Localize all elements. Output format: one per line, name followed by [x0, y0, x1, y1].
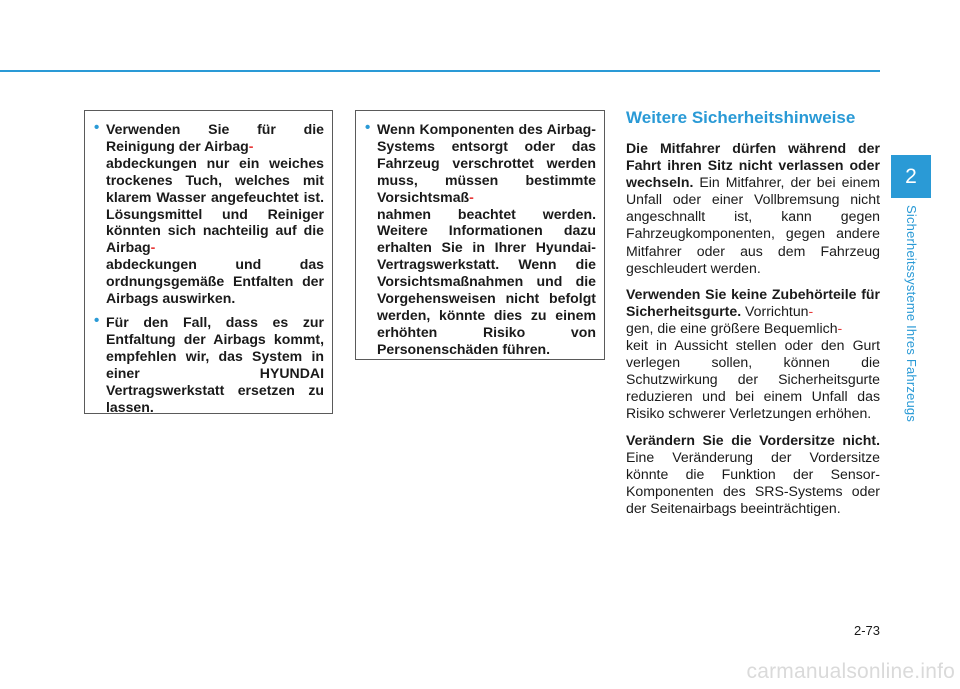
list-item: • Verwenden Sie für die Reinigung der Airbag- abdeckungen nur ein weiches trockenes Tuch, welches mit klarem Wasser angefeuchtet ist. Lösungsmittel und Reiniger könnten sich nachteilig auf die Airbag- abdeckungen und das ordnungsgemäße Entfalten der Airbags auswirken. [94, 119, 324, 307]
safety-notes-section [626, 108, 880, 526]
airbag-cleaning-note-box [84, 110, 333, 414]
chapter-number-tab: 2 [891, 155, 931, 198]
list-item: • Für den Fall, dass es zur Entfaltung der Airbags kommt, empfehlen wir, das System in einer HYUNDAI Vertragswerkstatt ersetzen zu lassen. [94, 311, 324, 415]
chapter-title: Sicherheitssysteme Ihres Fahrzeugs [904, 205, 919, 423]
section-heading: Weitere Sicherheitshinweise [626, 108, 856, 127]
bullet-icon: • [365, 119, 371, 136]
paragraph-passengers: Die Mitfahrer dürfen während der Fahrt ihren Sitz nicht verlassen oder wechseln. Ein Mitfahrer, der bei einem Unfall oder einer Vollbremsung nicht angeschnallt ist, kann gegen Fahrzeugkomponenten, gegen andere Mitfahrer oder aus dem Fahrzeug geschleudert werden. [626, 140, 880, 276]
paragraph-accessories: Verwenden Sie keine Zubehörteile für Sicherheitsgurte. Vorrichtun- gen, die eine größere Bequemlich- keit in Aussicht stellen oder den Gurt verlegen sollen, können die Schutzwirkung der Sicherheitsgurte reduzieren und bei einem Unfall das Risiko schwerer Verletzungen erhöhen. [626, 285, 880, 422]
note-list [365, 121, 596, 358]
paragraph-front-seats: Verändern Sie die Vordersitze nicht. Eine Veränderung der Vordersitze könnte die Funktion der Sensor-Komponenten des SRS-Systems oder der Seitenairbags beeinträchtigen. [626, 431, 880, 516]
note-list [94, 121, 324, 415]
page-number: 2-73 [853, 623, 880, 638]
bullet-icon: • [94, 119, 100, 136]
bullet-icon: • [94, 311, 100, 329]
list-item: • Wenn Komponenten des Airbag-Systems entsorgt oder das Fahrzeug verschrottet werden muss, müssen bestimmte Vorsichtsmaß- nahmen beachtet werden. Weitere Informationen dazu erhalten Sie in Ihrer Hyundai-Vertragswerkstatt. Wenn die Vorsichtsmaßnahmen und die Vorgehensweisen nicht befolgt werden, könnte dies zu einem erhöhten Risiko von Personenschäden führen. [365, 119, 596, 357]
header-rule [0, 70, 880, 72]
watermark: carmanualsonline.info [746, 660, 955, 683]
airbag-disposal-note-box [355, 110, 605, 360]
